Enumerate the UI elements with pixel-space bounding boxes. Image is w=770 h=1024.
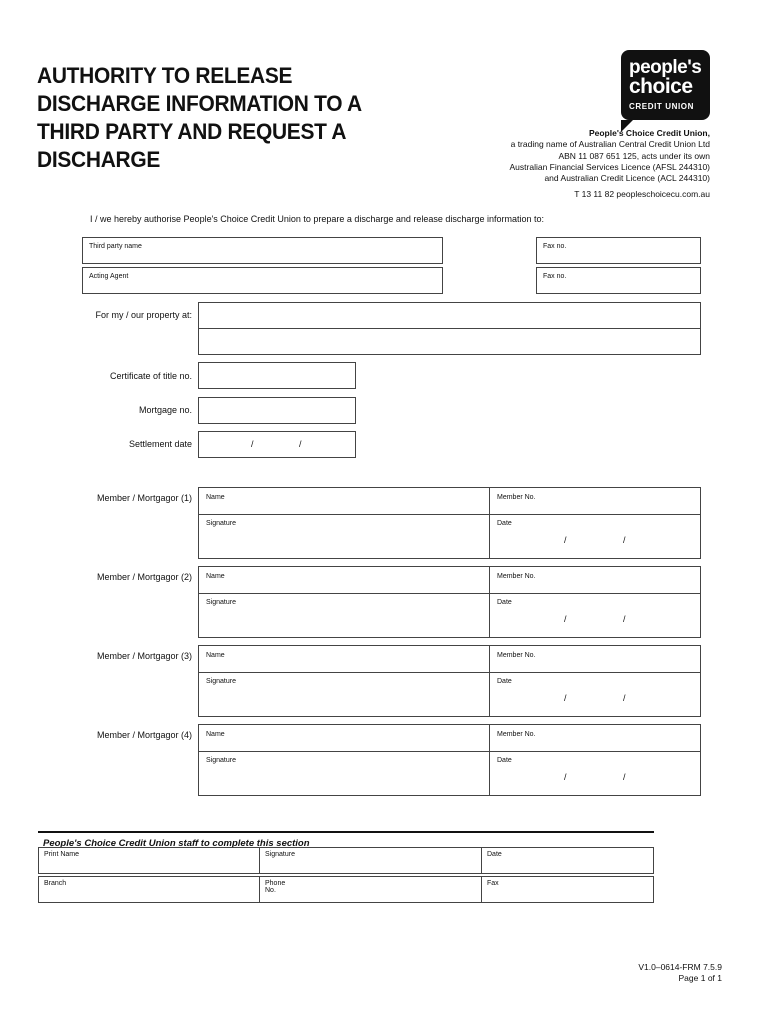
mortgagor-label: Member / Mortgagor (3) [96, 651, 192, 661]
date-field[interactable]: Date [497, 678, 512, 685]
date-field[interactable]: Date [497, 599, 512, 606]
date-field[interactable]: Date [497, 520, 512, 527]
organisation-details [510, 128, 710, 201]
property-label: For my / our property at: [95, 310, 192, 320]
settlement-date-field[interactable] [198, 431, 356, 458]
third-party-name-field[interactable]: Third party name [82, 237, 443, 264]
signature-field[interactable]: Signature [206, 520, 236, 527]
date-separator: / [564, 614, 567, 624]
mortgage-number-field[interactable] [198, 397, 356, 424]
settlement-label: Settlement date [128, 439, 192, 449]
certificate-of-title-field[interactable] [198, 362, 356, 389]
mortgagor-4-block [198, 724, 701, 796]
staff-row-2 [38, 876, 654, 903]
name-field[interactable]: Name [206, 573, 225, 580]
mortgagor-label: Member / Mortgagor (1) [96, 493, 192, 503]
name-field[interactable]: Name [206, 652, 225, 659]
property-address-line2[interactable] [198, 328, 701, 355]
property-address-line1[interactable] [198, 302, 701, 329]
org-line: Australian Financial Services Licence (AFSL 244310) [509, 161, 710, 172]
staff-date-field[interactable]: Date [487, 851, 502, 858]
organisation-name: People's Choice Credit Union, [588, 128, 710, 138]
member-no-field[interactable]: Member No. [497, 494, 536, 501]
authorisation-statement: I / we hereby authorise People's Choice Credit Union to prepare a discharge and release discharge information to: [90, 214, 544, 224]
phone-field[interactable]: Phone No. [265, 880, 286, 894]
contact-details: T 13 11 82 peopleschoicecu.com.au [574, 189, 710, 200]
form-footer [638, 962, 722, 984]
org-line: ABN 11 087 651 125, acts under its own [558, 150, 710, 161]
date-separator: / [564, 693, 567, 703]
acting-agent-field[interactable]: Acting Agent [82, 267, 443, 294]
date-separator: / [623, 614, 626, 624]
section-divider [38, 831, 654, 833]
mortgagor-label: Member / Mortgagor (4) [96, 730, 192, 740]
org-line: a trading name of Australian Central Credit Union Ltd [510, 139, 710, 150]
branch-field[interactable]: Branch [44, 880, 67, 887]
member-no-field[interactable]: Member No. [497, 652, 536, 659]
date-separator: / [623, 535, 626, 545]
mortgagor-label: Member / Mortgagor (2) [96, 572, 192, 582]
peoples-choice-logo: people's choice CREDIT UNION [621, 50, 710, 120]
mortgage-label: Mortgage no. [138, 405, 192, 415]
org-line: and Australian Credit Licence (ACL 244310) [544, 173, 710, 184]
title-line: DISCHARGE [37, 147, 161, 172]
signature-field[interactable]: Signature [206, 757, 236, 764]
title-line: AUTHORITY TO RELEASE [37, 63, 293, 88]
title-line: THIRD PARTY AND REQUEST A [37, 119, 347, 144]
mortgagor-1-block [198, 487, 701, 559]
mortgagor-3-block [198, 645, 701, 717]
staff-section-title: People's Choice Credit Union staff to complete this section [43, 838, 310, 849]
staff-fax-field[interactable]: Fax [487, 880, 499, 887]
print-name-field[interactable]: Print Name [44, 851, 80, 858]
title-line: DISCHARGE INFORMATION TO A [37, 91, 362, 116]
page-number: Page 1 of 1 [678, 973, 722, 983]
date-separator: / [623, 693, 626, 703]
acting-agent-fax-field[interactable]: Fax no. [536, 267, 701, 294]
third-party-fax-field[interactable]: Fax no. [536, 237, 701, 264]
name-field[interactable]: Name [206, 731, 225, 738]
date-separator: / [564, 535, 567, 545]
date-separator: / [564, 772, 567, 782]
name-field[interactable]: Name [206, 494, 225, 501]
signature-field[interactable]: Signature [206, 599, 236, 606]
staff-signature-field[interactable]: Signature [265, 851, 295, 858]
date-separator: / [623, 772, 626, 782]
member-no-field[interactable]: Member No. [497, 731, 536, 738]
staff-row-1 [38, 847, 654, 874]
form-title [37, 62, 409, 174]
date-field[interactable]: Date [497, 757, 512, 764]
date-separator: / [251, 439, 254, 449]
certificate-label: Certificate of title no. [109, 371, 192, 381]
date-separator: / [299, 439, 302, 449]
member-no-field[interactable]: Member No. [497, 573, 536, 580]
form-version: V1.0–0614-FRM 7.5.9 [638, 962, 722, 972]
signature-field[interactable]: Signature [206, 678, 236, 685]
mortgagor-2-block [198, 566, 701, 638]
